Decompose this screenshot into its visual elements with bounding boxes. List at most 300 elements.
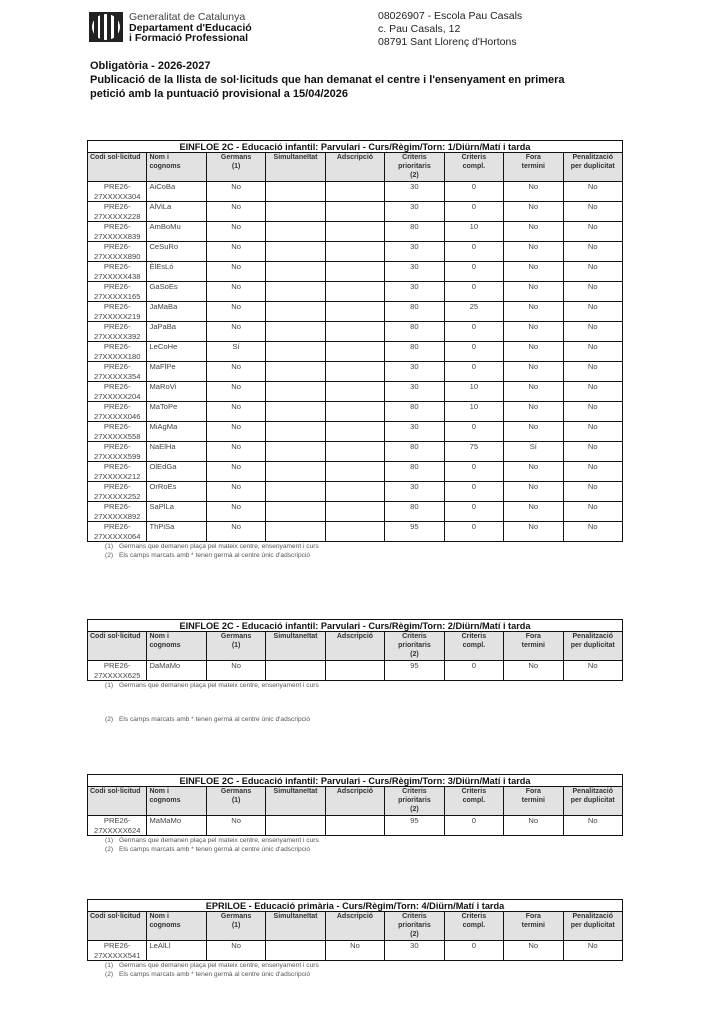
table-row — [88, 262, 623, 282]
cell-germans: No — [206, 482, 265, 502]
cell-codi — [88, 502, 147, 522]
table-row — [88, 482, 623, 502]
cell-simultaneitat — [266, 322, 325, 342]
cell-criteris-compl: 25 — [444, 302, 503, 322]
table-row — [88, 342, 623, 362]
header-fora-termini-text: termini — [521, 642, 545, 649]
cell-fora-termini: No — [504, 462, 563, 482]
cell-criteris-compl: 75 — [444, 442, 503, 462]
footnote-2-number: (2) — [105, 971, 114, 978]
cell-germans: No — [206, 362, 265, 382]
codi-part-2: 27XXXXX252 — [93, 491, 141, 501]
cell-nom: NaElHa — [147, 442, 206, 462]
cell-nom: MaFlPe — [147, 362, 206, 382]
table-row — [88, 402, 623, 422]
codi-part-2: 27XXXXX624 — [93, 825, 141, 835]
codi-part-2: 27XXXXX228 — [93, 211, 141, 221]
header-germans-text: (1) — [231, 642, 241, 649]
header-germans-text: Germans — [220, 154, 252, 161]
cell-fora-termini: No — [504, 302, 563, 322]
footnote-1-text: Germans que demanen plaça pel mateix centre, ensenyament i curs — [119, 962, 319, 969]
table-row — [88, 282, 623, 302]
cell-criteris-prioritaris: 80 — [385, 322, 444, 342]
header-criteris-compl-text: Criteris — [461, 913, 487, 920]
cell-simultaneitat — [266, 442, 325, 462]
footnote-1 — [105, 961, 623, 970]
footnote-2-text: Els camps marcats amb * tenen germà al centre únic d'adscripció — [119, 552, 311, 559]
cell-germans: No — [206, 262, 265, 282]
header-fora-termini-text: Fora — [525, 154, 541, 161]
cell-simultaneitat — [266, 182, 325, 202]
org-line-1: Generalitat de Catalunya — [129, 11, 246, 23]
cell-simultaneitat — [266, 222, 325, 242]
header-fora-termini — [504, 153, 563, 182]
header-adscripcio — [325, 153, 384, 182]
cell-criteris-compl: 0 — [444, 322, 503, 342]
cell-germans: No — [206, 442, 265, 462]
footnote-1-text: Germans que demanen plaça pel mateix centre, ensenyament i curs — [119, 837, 319, 844]
codi-part-1: PRE26- — [103, 482, 131, 491]
header-penalitzacio-text: per duplicitat — [570, 163, 615, 170]
header-nom-text: Nom i — [149, 633, 169, 640]
table-caption: EINFLOE 2C - Educació infantil: Parvulari - Curs/Règim/Torn: 3/Diürn/Matí i tarda — [88, 775, 623, 787]
cell-fora-termini: No — [504, 322, 563, 342]
table-row — [88, 442, 623, 462]
cell-adscripcio — [325, 482, 384, 502]
codi-part-2: 27XXXXX046 — [93, 411, 141, 421]
table-row — [88, 522, 623, 542]
codi-part-1: PRE26- — [103, 322, 131, 331]
header-codi — [88, 632, 147, 661]
cell-germans: No — [206, 222, 265, 242]
cell-adscripcio — [325, 661, 384, 681]
codi-part-1: PRE26- — [103, 182, 131, 191]
cell-codi — [88, 202, 147, 222]
cell-criteris-prioritaris: 95 — [385, 816, 444, 836]
codi-part-2: 27XXXXX541 — [93, 950, 141, 960]
cell-germans: No — [206, 182, 265, 202]
header-germans-text: (1) — [231, 163, 241, 170]
header-simultaneitat-text: Simultaneïtat — [273, 788, 318, 795]
cell-simultaneitat — [266, 402, 325, 422]
footnote-2 — [105, 970, 623, 979]
codi-part-1: PRE26- — [103, 222, 131, 231]
header-fora-termini-text: Fora — [525, 633, 541, 640]
header-fora-termini — [504, 632, 563, 661]
cell-simultaneitat — [266, 302, 325, 322]
header-criteris-prioritaris-text: Criteris — [402, 633, 427, 640]
cell-simultaneitat — [266, 522, 325, 542]
codi-part-1: PRE26- — [103, 442, 131, 451]
table-row — [88, 242, 623, 262]
cell-germans: No — [206, 462, 265, 482]
cell-criteris-prioritaris: 95 — [385, 661, 444, 681]
cell-penalitzacio: No — [563, 422, 623, 442]
header-criteris-prioritaris-text: (2) — [410, 651, 419, 658]
footnote-2 — [105, 845, 623, 854]
codi-part-2: 27XXXXX839 — [93, 231, 141, 241]
codi-part-2: 27XXXXX892 — [93, 511, 141, 521]
cell-germans: No — [206, 402, 265, 422]
cell-penalitzacio: No — [563, 222, 623, 242]
cell-nom: OrRoEs — [147, 482, 206, 502]
header-adscripcio-text: Adscripció — [336, 788, 374, 795]
codi-part-1: PRE26- — [103, 382, 131, 391]
cell-nom: AiCoBa — [147, 182, 206, 202]
cell-codi — [88, 402, 147, 422]
header-penalitzacio-text: per duplicitat — [570, 642, 615, 649]
header-criteris-prioritaris-text: prioritaris — [398, 922, 431, 929]
header-penalitzacio — [563, 912, 623, 941]
school-address: c. Pau Casals, 12 — [378, 23, 461, 35]
cell-simultaneitat — [266, 482, 325, 502]
header-criteris-prioritaris — [385, 787, 444, 816]
cell-simultaneitat — [266, 462, 325, 482]
cell-fora-termini: No — [504, 182, 563, 202]
codi-part-2: 27XXXXX219 — [93, 311, 141, 321]
cell-adscripcio — [325, 322, 384, 342]
cell-adscripcio — [325, 442, 384, 462]
cell-germans: No — [206, 661, 265, 681]
document-title — [90, 59, 620, 101]
table-row — [88, 182, 623, 202]
header-criteris-prioritaris-text: prioritaris — [398, 642, 431, 649]
footnote-2 — [105, 715, 623, 724]
table-row — [88, 322, 623, 342]
footnote-1-text: Germans que demanen plaça pel mateix centre, ensenyament i curs — [119, 543, 319, 550]
footnote-2-text: Els camps marcats amb * tenen germà al centre únic d'adscripció — [119, 971, 311, 978]
header-penalitzacio-text: Penalització — [572, 913, 613, 920]
cell-codi — [88, 222, 147, 242]
codi-part-2: 27XXXXX599 — [93, 451, 141, 461]
footnote-1 — [105, 681, 623, 690]
cell-penalitzacio: No — [563, 202, 623, 222]
header-germans-text: Germans — [220, 913, 252, 920]
footnote-1 — [105, 542, 623, 551]
header-codi-text: Codi sol·licitud — [90, 788, 141, 795]
cell-criteris-compl: 0 — [444, 462, 503, 482]
cell-adscripcio — [325, 502, 384, 522]
header-nom-text: cognoms — [149, 797, 181, 804]
cell-fora-termini: No — [504, 482, 563, 502]
header-adscripcio-text: Adscripció — [336, 913, 374, 920]
table-caption: EINFLOE 2C - Educació infantil: Parvulari - Curs/Règim/Torn: 1/Diürn/Matí i tarda — [88, 141, 623, 153]
header-nom — [147, 153, 206, 182]
title-description-2: petició amb la puntuació provisional a 15/04/2026 — [90, 88, 348, 100]
cell-criteris-compl: 0 — [444, 422, 503, 442]
cell-codi — [88, 462, 147, 482]
cell-nom: MaToPe — [147, 402, 206, 422]
header-simultaneitat — [266, 787, 325, 816]
cell-codi — [88, 816, 147, 836]
cell-simultaneitat — [266, 502, 325, 522]
cell-penalitzacio: No — [563, 322, 623, 342]
cell-penalitzacio: No — [563, 502, 623, 522]
header-penalitzacio-text: per duplicitat — [570, 797, 615, 804]
header-fora-termini-text: Fora — [525, 788, 541, 795]
cell-penalitzacio: No — [563, 661, 623, 681]
cell-nom: OlEdGa — [147, 462, 206, 482]
header-simultaneitat-text: Simultaneïtat — [273, 913, 318, 920]
header-germans-text: (1) — [231, 922, 241, 929]
cell-fora-termini: No — [504, 816, 563, 836]
cell-nom: GaSoEs — [147, 282, 206, 302]
cell-fora-termini: No — [504, 362, 563, 382]
cell-simultaneitat — [266, 362, 325, 382]
header-nom-text: Nom i — [149, 154, 169, 161]
cell-codi — [88, 282, 147, 302]
header-criteris-prioritaris-text: (2) — [410, 931, 419, 938]
table-row — [88, 362, 623, 382]
header-nom — [147, 787, 206, 816]
header-fora-termini — [504, 787, 563, 816]
codi-part-2: 27XXXXX180 — [93, 351, 141, 361]
cell-criteris-prioritaris: 95 — [385, 522, 444, 542]
cell-penalitzacio: No — [563, 462, 623, 482]
codi-part-2: 27XXXXX392 — [93, 331, 141, 341]
cell-criteris-compl: 0 — [444, 342, 503, 362]
table-row — [88, 222, 623, 242]
header-criteris-compl-text: Criteris — [461, 633, 487, 640]
cell-penalitzacio: No — [563, 362, 623, 382]
cell-codi — [88, 482, 147, 502]
table-row — [88, 422, 623, 442]
cell-germans: No — [206, 422, 265, 442]
cell-criteris-prioritaris: 30 — [385, 202, 444, 222]
cell-adscripcio — [325, 242, 384, 262]
cell-germans: Sí — [206, 342, 265, 362]
cell-germans: No — [206, 522, 265, 542]
cell-penalitzacio: No — [563, 941, 623, 961]
header-penalitzacio-text: Penalització — [572, 788, 613, 795]
header-adscripcio-text: Adscripció — [336, 633, 374, 640]
header-criteris-prioritaris — [385, 632, 444, 661]
cell-criteris-prioritaris: 30 — [385, 382, 444, 402]
org-line-2: Departament d'Educació — [129, 21, 252, 34]
codi-part-1: PRE26- — [103, 282, 131, 291]
header-criteris-compl-text: compl. — [462, 642, 486, 649]
cell-simultaneitat — [266, 941, 325, 961]
codi-part-2: 27XXXXX625 — [93, 670, 141, 680]
header-nom — [147, 632, 206, 661]
cell-criteris-compl: 0 — [444, 816, 503, 836]
cell-codi — [88, 302, 147, 322]
organization-name — [129, 12, 252, 44]
applications-table-block — [87, 619, 623, 724]
cell-criteris-prioritaris: 80 — [385, 222, 444, 242]
cell-criteris-compl: 0 — [444, 661, 503, 681]
codi-part-2: 27XXXXX438 — [93, 271, 141, 281]
header-criteris-prioritaris-text: (2) — [410, 806, 419, 813]
cell-codi — [88, 382, 147, 402]
cell-simultaneitat — [266, 242, 325, 262]
cell-criteris-prioritaris: 80 — [385, 502, 444, 522]
codi-part-1: PRE26- — [103, 816, 131, 825]
codi-part-1: PRE26- — [103, 342, 131, 351]
header-penalitzacio-text: per duplicitat — [570, 922, 615, 929]
cell-nom: LeAlLl — [147, 941, 206, 961]
cell-penalitzacio: No — [563, 282, 623, 302]
cell-criteris-compl: 0 — [444, 941, 503, 961]
cell-germans: No — [206, 242, 265, 262]
header-simultaneitat-text: Simultaneïtat — [273, 633, 318, 640]
codi-part-1: PRE26- — [103, 262, 131, 271]
generalitat-catalunya-logo-icon — [89, 12, 123, 42]
footnote-2-number: (2) — [105, 716, 114, 723]
cell-codi — [88, 941, 147, 961]
applications-table-block — [87, 899, 623, 979]
cell-nom: ÈlEsLó — [147, 262, 206, 282]
header-criteris-compl — [444, 153, 503, 182]
footnote-1 — [105, 836, 623, 845]
header-penalitzacio-text: Penalització — [572, 154, 613, 161]
cell-simultaneitat — [266, 262, 325, 282]
cell-criteris-prioritaris: 30 — [385, 182, 444, 202]
cell-penalitzacio: No — [563, 402, 623, 422]
table-row — [88, 202, 623, 222]
cell-criteris-prioritaris: 30 — [385, 482, 444, 502]
header-simultaneitat — [266, 632, 325, 661]
footnotes — [87, 681, 623, 724]
cell-simultaneitat — [266, 661, 325, 681]
header-criteris-compl-text: compl. — [462, 797, 486, 804]
cell-criteris-compl: 0 — [444, 282, 503, 302]
cell-fora-termini: No — [504, 522, 563, 542]
codi-part-2: 27XXXXX354 — [93, 371, 141, 381]
header-adscripcio — [325, 912, 384, 941]
applications-table — [87, 774, 623, 836]
header-criteris-prioritaris-text: prioritaris — [398, 797, 431, 804]
cell-nom: JaPaBa — [147, 322, 206, 342]
codi-part-2: 27XXXXX304 — [93, 191, 141, 201]
cell-codi — [88, 342, 147, 362]
header-adscripcio — [325, 632, 384, 661]
cell-codi — [88, 262, 147, 282]
codi-part-2: 27XXXXX204 — [93, 391, 141, 401]
codi-part-2: 27XXXXX558 — [93, 431, 141, 441]
cell-nom: JaMaBa — [147, 302, 206, 322]
cell-adscripcio — [325, 342, 384, 362]
footnote-1-number: (1) — [105, 543, 114, 550]
codi-part-1: PRE26- — [103, 502, 131, 511]
header-codi — [88, 153, 147, 182]
cell-adscripcio — [325, 222, 384, 242]
cell-codi — [88, 182, 147, 202]
cell-germans: No — [206, 322, 265, 342]
header-criteris-prioritaris — [385, 912, 444, 941]
header-nom-text: Nom i — [149, 788, 169, 795]
footnote-1-number: (1) — [105, 682, 114, 689]
cell-germans: No — [206, 202, 265, 222]
cell-nom: MaMaMo — [147, 816, 206, 836]
cell-penalitzacio: No — [563, 182, 623, 202]
header-adscripcio — [325, 787, 384, 816]
footnote-2-number: (2) — [105, 846, 114, 853]
header-simultaneitat-text: Simultaneïtat — [273, 154, 318, 161]
cell-nom: LeCoHe — [147, 342, 206, 362]
cell-penalitzacio: No — [563, 816, 623, 836]
cell-penalitzacio: No — [563, 302, 623, 322]
codi-part-1: PRE26- — [103, 941, 131, 950]
footnote-1-number: (1) — [105, 837, 114, 844]
header-penalitzacio — [563, 153, 623, 182]
header-criteris-compl — [444, 632, 503, 661]
cell-germans: No — [206, 816, 265, 836]
cell-codi — [88, 661, 147, 681]
school-city: 08791 Sant Llorenç d'Hortons — [378, 36, 517, 48]
footnote-2-text: Els camps marcats amb * tenen germà al centre únic d'adscripció — [119, 716, 311, 723]
cell-criteris-compl: 10 — [444, 402, 503, 422]
header-fora-termini — [504, 912, 563, 941]
applications-table-block — [87, 774, 623, 854]
cell-germans: No — [206, 941, 265, 961]
header-codi — [88, 787, 147, 816]
header-nom-text: cognoms — [149, 642, 181, 649]
cell-nom: AmBoMu — [147, 222, 206, 242]
cell-germans: No — [206, 302, 265, 322]
school-name: 08026907 - Escola Pau Casals — [378, 10, 523, 22]
table-row — [88, 816, 623, 836]
header-germans-text: (1) — [231, 797, 241, 804]
header-criteris-compl-text: compl. — [462, 922, 486, 929]
header-fora-termini-text: termini — [521, 797, 545, 804]
cell-penalitzacio: No — [563, 242, 623, 262]
codi-part-2: 27XXXXX212 — [93, 471, 141, 481]
cell-criteris-prioritaris: 30 — [385, 422, 444, 442]
cell-fora-termini: No — [504, 941, 563, 961]
title-course: Obligatòria - 2026-2027 — [90, 60, 211, 72]
header-codi-text: Codi sol·licitud — [90, 154, 141, 161]
header-adscripcio-text: Adscripció — [336, 154, 374, 161]
header-codi — [88, 912, 147, 941]
cell-simultaneitat — [266, 342, 325, 362]
cell-germans: No — [206, 502, 265, 522]
cell-criteris-prioritaris: 80 — [385, 402, 444, 422]
codi-part-1: PRE26- — [103, 522, 131, 531]
table-row — [88, 502, 623, 522]
header-criteris-compl — [444, 912, 503, 941]
cell-simultaneitat — [266, 816, 325, 836]
cell-criteris-compl: 10 — [444, 382, 503, 402]
cell-criteris-compl: 10 — [444, 222, 503, 242]
cell-criteris-compl: 0 — [444, 242, 503, 262]
cell-criteris-prioritaris: 30 — [385, 362, 444, 382]
cell-criteris-prioritaris: 80 — [385, 462, 444, 482]
cell-simultaneitat — [266, 422, 325, 442]
footnote-1-number: (1) — [105, 962, 114, 969]
header-germans — [206, 787, 265, 816]
table-row — [88, 661, 623, 681]
header-simultaneitat — [266, 912, 325, 941]
header-germans — [206, 632, 265, 661]
codi-part-1: PRE26- — [103, 422, 131, 431]
cell-penalitzacio: No — [563, 482, 623, 502]
cell-adscripcio — [325, 522, 384, 542]
cell-fora-termini: No — [504, 661, 563, 681]
cell-codi — [88, 242, 147, 262]
footnote-2 — [105, 551, 623, 560]
codi-part-1: PRE26- — [103, 462, 131, 471]
cell-adscripcio — [325, 402, 384, 422]
cell-germans: No — [206, 382, 265, 402]
codi-part-1: PRE26- — [103, 402, 131, 411]
cell-criteris-prioritaris: 30 — [385, 282, 444, 302]
cell-criteris-prioritaris: 30 — [385, 242, 444, 262]
cell-adscripcio — [325, 202, 384, 222]
header-nom — [147, 912, 206, 941]
title-description-1: Publicació de la llista de sol·licituds que han demanat el centre i l'ensenyament en primera — [90, 74, 565, 86]
codi-part-1: PRE26- — [103, 202, 131, 211]
